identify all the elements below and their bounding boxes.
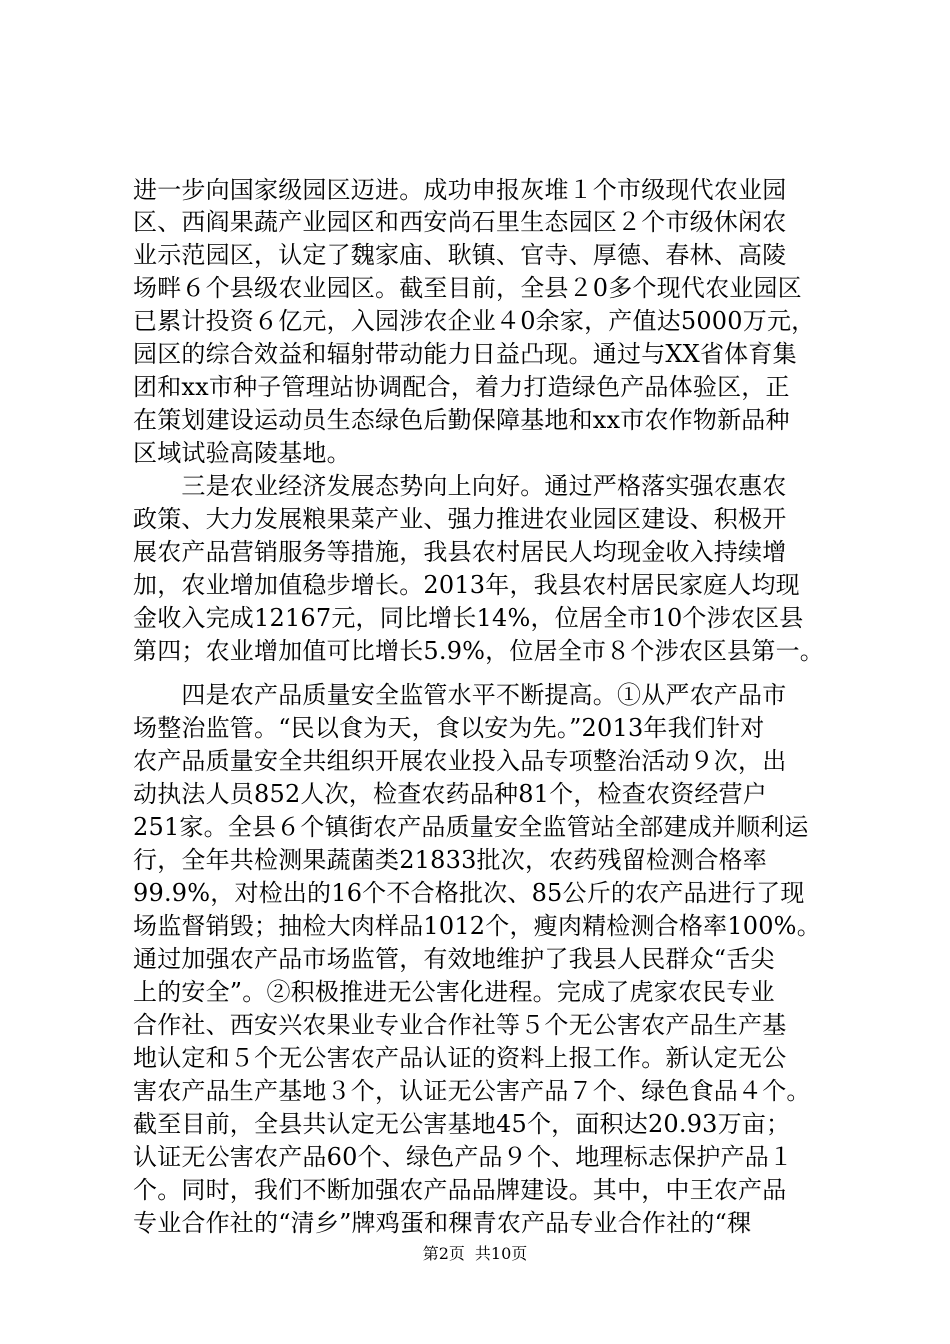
text-line: 99.9%，对检出的16个不合格批次、85公斤的农产品进行了现 (133, 879, 805, 907)
text-line: 政策、大力发展粮果菜产业、强力推进农业园区建设、积极开 (133, 505, 787, 533)
text-line: 加，农业增加值稳步增长。2013年，我县农村居民家庭人均现 (133, 571, 800, 599)
text-line: 业示范园区，认定了魏家庙、耿镇、官寺、厚德、春林、高陵 (133, 241, 787, 269)
text-line: 金收入完成12167元，同比增长14%，位居全市10个涉农区县 (133, 604, 804, 632)
text-line: 区、西阎果蔬产业园区和西安尚石里生态园区２个市级休闲农 (133, 208, 787, 236)
page-number: 第2页 (422, 1244, 465, 1263)
paragraph-start: 三是农业经济发展态势向上向好。通过严格落实强农惠农 (133, 472, 787, 500)
text-line: 认证无公害农产品60个、绿色产品９个、地理标志保护产品１ (133, 1143, 794, 1171)
text-line: 专业合作社的“清乡”牌鸡蛋和稞青农产品专业合作社的“稞 (133, 1209, 752, 1237)
text-line: 农产品质量安全共组织开展农业投入品专项整治活动９次，出 (133, 747, 787, 775)
text-line: 动执法人员852人次，检查农药品种81个，检查农资经营户 (133, 780, 767, 808)
text-line: 合作社、西安兴农果业专业合作社等５个无公害农产品生产基 (133, 1011, 787, 1039)
text-line: 第四；农业增加值可比增长5.9%，位居全市８个涉农区县第一。 (133, 637, 824, 665)
text-line: 进一步向国家级园区迈进。成功申报灰堆１个市级现代农业园 (133, 176, 787, 204)
text-line: 害农产品生产基地３个，认证无公害产品７个、绿色食品４个。 (133, 1077, 811, 1105)
text-line: 场监督销毁；抽检大肉样品1012个，瘦肉精检测合格率100%。 (133, 912, 821, 940)
text-line: 个。同时，我们不断加强农产品品牌建设。其中，中王农产品 (133, 1176, 787, 1204)
text-line: 区域试验高陵基地。 (133, 439, 351, 467)
text-line: 场整治监管。“民以食为天，食以安为先。”2013年我们针对 (133, 714, 765, 742)
page-total: 共10页 (474, 1244, 528, 1263)
text-line: 地认定和５个无公害农产品认证的资料上报工作。新认定无公 (133, 1044, 787, 1072)
text-line: 展农产品营销服务等措施，我县农村居民人均现金收入持续增 (133, 538, 787, 566)
text-line: 在策划建设运动员生态绿色后勤保障基地和xx市农作物新品种 (133, 406, 790, 434)
text-line: 园区的综合效益和辐射带动能力日益凸现。通过与XX省体育集 (133, 340, 797, 368)
text-line: 251家。全县６个镇街农产品质量安全监管站全部建成并顺利运 (133, 813, 809, 841)
text-line: 行，全年共检测果蔬菌类21833批次，农药残留检测合格率 (133, 846, 767, 874)
text-line: 通过加强农产品市场监管，有效地维护了我县人民群众“舌尖 (133, 945, 775, 973)
text-line: 团和xx市种子管理站协调配合，着力打造绿色产品体验区，正 (133, 373, 790, 401)
text-line: 上的安全”。②积极推进无公害化进程。完成了虎家农民专业 (133, 978, 775, 1006)
paragraph-start: 四是农产品质量安全监管水平不断提高。①从严农产品市 (133, 681, 787, 709)
text-line: 场畔６个县级农业园区。截至目前，全县２0多个现代农业园区 (133, 274, 802, 302)
text-line: 截至目前，全县共认定无公害基地45个，面积达20.93万亩； (133, 1110, 791, 1138)
text-line: 已累计投资６亿元，入园涉农企业４0余家，产值达5000万元， (133, 307, 816, 335)
page-footer (0, 1244, 950, 1264)
